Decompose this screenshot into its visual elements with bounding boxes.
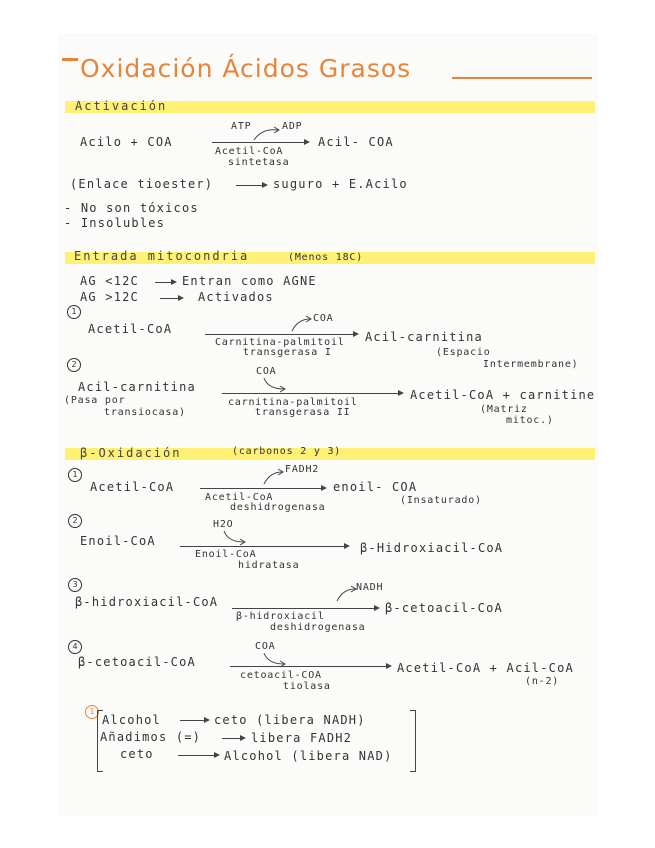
reaction-arrow	[222, 738, 244, 739]
beta-step1-product: enoil- COA	[333, 480, 418, 494]
entrada-step2-note-1: (Matriz	[480, 404, 528, 415]
summary-number: 1	[85, 705, 99, 719]
reaction-arrow	[236, 185, 266, 186]
beta-step3-enzyme-1: β-hidroxiacil	[236, 611, 325, 622]
entrada-step1-substrate: Acetil-CoA	[88, 322, 173, 336]
beta-step4-enzyme-1: cetoacil-COA	[240, 670, 322, 681]
curve-arrow-icon	[262, 468, 286, 486]
curve-arrow-icon	[252, 126, 282, 142]
entrada-step1-note-2: Intermembrane)	[483, 359, 579, 370]
beta-header-note: (carbonos 2 y 3)	[232, 446, 342, 457]
beta-step4-top: COA	[255, 641, 276, 652]
curve-arrow-icon	[290, 315, 314, 333]
beta-step3-substrate: β-hidroxiacil-CoA	[75, 595, 219, 609]
reaction-arrow	[180, 720, 208, 721]
activacion-atp: ATP	[231, 121, 252, 132]
summary-line1-left: Alcohol	[102, 713, 161, 727]
enlace-result: suguro + E.Acilo	[273, 177, 408, 191]
step-number: 3	[68, 578, 82, 592]
curve-arrow-icon	[222, 530, 248, 546]
beta-step3-product: β-cetoacil-CoA	[385, 601, 503, 615]
step-number: 2	[68, 514, 82, 528]
beta-step4-note: (n-2)	[525, 676, 560, 687]
section-header-beta: β-Oxidación	[80, 446, 182, 460]
beta-step2-top: H2O	[213, 519, 234, 530]
entrada-line2-right: Activados	[198, 290, 274, 304]
beta-step4-product: Acetil-CoA + Acil-CoA	[397, 661, 574, 675]
reaction-arrow	[232, 608, 378, 609]
note-insolubles: - Insolubles	[64, 216, 166, 230]
section-header-activacion: Activación	[75, 99, 168, 113]
entrada-step2-note-2: mitoc.)	[506, 415, 554, 426]
activacion-enzyme-1: Acetil-CoA	[215, 146, 284, 157]
step-number: 2	[67, 358, 81, 372]
entrada-step2-enzyme-2: transgerasa II	[255, 407, 351, 418]
reaction-arrow	[160, 298, 182, 299]
entrada-step2-product: Acetil-CoA + carnitine	[410, 388, 596, 402]
entrada-step2-top: COA	[256, 366, 277, 377]
curve-arrow-icon	[262, 377, 288, 393]
reaction-arrow	[200, 488, 325, 489]
summary-line2-left: Añadimos (=)	[100, 730, 202, 744]
beta-step2-product: β-Hidroxiacil-CoA	[360, 541, 504, 555]
entrada-step2-sub-note-2: transiocasa)	[104, 407, 186, 418]
beta-step2-enzyme-2: hidratasa	[238, 560, 300, 571]
reaction-arrow	[212, 142, 308, 143]
entrada-step2-sub-note-1: (Pasa por	[64, 395, 126, 406]
entrada-step2-enzyme-1: carnitina-palmitoil	[228, 397, 358, 408]
entrada-line2-left: AG >12C	[80, 290, 139, 304]
reaction-arrow	[230, 666, 390, 667]
reaction-arrow	[178, 755, 218, 756]
beta-step3-enzyme-2: deshidrogenasa	[270, 622, 366, 633]
entrada-step1-enzyme-2: transgerasa I	[243, 347, 332, 358]
activacion-reactants: Acilo + COA	[80, 135, 173, 149]
entrada-step1-top: COA	[313, 313, 334, 324]
title-underline-left	[62, 58, 78, 61]
beta-step1-note: (Insaturado)	[400, 495, 482, 506]
enlace-text: (Enlace tioester)	[70, 177, 214, 191]
page-title: Oxidación Ácidos Grasos	[80, 54, 412, 83]
beta-step1-enzyme-1: Acetil-CoA	[205, 492, 274, 503]
entrada-step1-note-1: (Espacio	[436, 347, 491, 358]
beta-step2-enzyme-1: Enoil-CoA	[195, 549, 257, 560]
entrada-step2-substrate: Acil-carnitina	[78, 380, 196, 394]
summary-line1-right: ceto (libera NADH)	[214, 713, 366, 727]
beta-step1-enzyme-2: deshidrogenasa	[230, 502, 326, 513]
step-number: 1	[68, 468, 82, 482]
step-number: 4	[68, 640, 82, 654]
entrada-line1-left: AG <12C	[80, 274, 139, 288]
beta-step1-substrate: Acetil-CoA	[90, 480, 175, 494]
beta-step2-substrate: Enoil-CoA	[80, 534, 156, 548]
activacion-adp: ADP	[282, 121, 303, 132]
reaction-arrow	[180, 546, 348, 547]
reaction-arrow	[205, 334, 357, 335]
step-number: 1	[67, 305, 81, 319]
section-header-entrada: Entrada mitocondria	[74, 249, 250, 263]
beta-step1-top: FADH2	[285, 464, 320, 475]
title-underline-right	[452, 77, 592, 79]
activacion-enzyme-2: sintetasa	[228, 157, 290, 168]
summary-line3-right: Alcohol (libera NAD)	[224, 749, 393, 763]
entrada-line1-right: Entran como AGNE	[182, 274, 317, 288]
beta-step3-top: NADH	[356, 582, 384, 593]
entrada-step1-enzyme-1: Carnitina-palmitoil	[215, 337, 345, 348]
summary-line2-right: libera FADH2	[251, 731, 353, 745]
summary-line3-left: ceto	[120, 747, 154, 761]
entrada-header-note: (Menos 18C)	[288, 252, 364, 263]
bracket-right	[410, 710, 416, 772]
reaction-arrow	[155, 282, 175, 283]
entrada-step1-product: Acil-carnitina	[365, 330, 483, 344]
reaction-arrow	[222, 393, 402, 394]
beta-step4-enzyme-2: tiolasa	[283, 681, 331, 692]
note-no-toxicos: - No son tóxicos	[64, 201, 199, 215]
activacion-product: Acil- COA	[318, 135, 394, 149]
beta-step4-substrate: β-cetoacil-CoA	[78, 655, 196, 669]
